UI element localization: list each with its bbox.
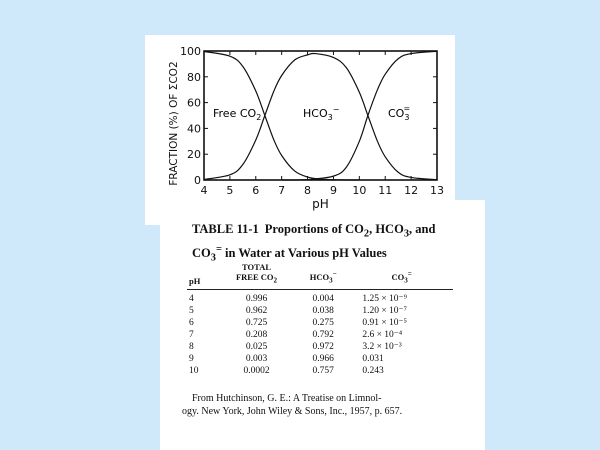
cell-co3: 2.6 × 10⁻⁴ xyxy=(362,329,403,340)
proportions-table xyxy=(187,262,453,377)
header-ph: pH xyxy=(187,262,217,289)
cell-hco3: 0.757 xyxy=(312,365,334,376)
table-row xyxy=(187,289,453,305)
x-tick-label: 12 xyxy=(404,184,419,197)
x-axis-label: pH xyxy=(312,197,329,211)
y-tick-label: 20 xyxy=(187,148,201,162)
cell-hco3: 0.792 xyxy=(312,329,334,340)
cell-ph: 4 xyxy=(189,293,194,304)
cell-ph: 9 xyxy=(189,353,194,364)
cell-co3: 0.243 xyxy=(362,365,384,376)
cell-hco3: 0.275 xyxy=(312,317,334,328)
cell-hco3: 0.038 xyxy=(312,305,334,316)
y-tick-label: 100 xyxy=(180,45,201,58)
cell-ph: 8 xyxy=(189,341,194,352)
cell-hco3: 0.004 xyxy=(312,293,334,304)
table-row xyxy=(187,341,453,353)
x-tick-label: 9 xyxy=(329,184,337,197)
citation xyxy=(182,392,477,418)
table-row xyxy=(187,353,453,365)
header-total-free-co2: TOTAL FREE $CO_2$ xyxy=(217,262,296,289)
cell-free-co2: 0.962 xyxy=(245,305,268,316)
cell-hco3: 0.972 xyxy=(312,341,334,352)
y-tick-label: 40 xyxy=(187,122,201,136)
label-co3: $CO_3=$ xyxy=(388,104,411,122)
x-tick-label: 5 xyxy=(226,184,234,197)
y-tick-label: 60 xyxy=(187,96,201,110)
x-tick-label: 11 xyxy=(378,184,393,197)
table-row xyxy=(187,317,453,329)
x-tick-label: 8 xyxy=(304,184,312,197)
cell-free-co2: 0.003 xyxy=(245,353,268,364)
table-row xyxy=(187,365,453,377)
cell-co3: 0.031 xyxy=(362,353,384,364)
cell-free-co2: 0.025 xyxy=(245,341,268,352)
table-header-row xyxy=(187,262,453,289)
table-row xyxy=(187,305,453,317)
table-title: TABLE 11-1 Proportions of $CO_2$, $HCO_3$, and $CO_3^=$ in Water at Various pH Values xyxy=(192,222,436,264)
y-tick-label: 0 xyxy=(194,174,201,187)
x-tick-label: 13 xyxy=(430,184,444,197)
x-tick-label: 10 xyxy=(352,184,367,197)
y-axis-label: FRACTION (%) OF ΣCO2 xyxy=(168,61,180,186)
cell-free-co2: 0.996 xyxy=(245,293,268,304)
cell-ph: 7 xyxy=(189,329,194,340)
cell-free-co2: 0.208 xyxy=(245,329,268,340)
x-tick-label: 6 xyxy=(252,184,260,197)
citation-line-2: ogy. New York, John Wiley & Sons, Inc., 1957, p. 657. xyxy=(182,406,403,417)
cell-ph: 6 xyxy=(189,317,194,328)
label-hco3: $HCO_3^-$ xyxy=(303,105,340,122)
cell-co3: 1.25 × 10⁻⁹ xyxy=(362,293,407,304)
cell-ph: 5 xyxy=(189,305,194,316)
header-hco3: $HCO_3^-$ xyxy=(296,262,350,289)
cell-ph: 10 xyxy=(189,365,199,376)
cell-co3: 1.20 × 10⁻⁷ xyxy=(362,305,407,316)
table-row xyxy=(187,329,453,341)
cell-co3: 0.91 × 10⁻⁵ xyxy=(362,317,407,328)
cell-co3: 3.2 × 10⁻³ xyxy=(362,341,402,352)
cell-free-co2: 0.0002 xyxy=(243,365,270,376)
cell-hco3: 0.966 xyxy=(312,353,334,364)
y-tick-label: 80 xyxy=(187,70,201,84)
label-free-co2: Free $CO_2$ xyxy=(213,107,262,122)
table-number: TABLE 11-1 xyxy=(192,222,259,236)
x-tick-label: 7 xyxy=(278,184,286,197)
x-tick-label: 4 xyxy=(200,184,208,197)
header-co3: $CO_3^=$ xyxy=(350,262,453,289)
citation-line-1: From Hutchinson, G. E.: A Treatise on Limnol- xyxy=(192,393,382,404)
cell-free-co2: 0.725 xyxy=(245,317,268,328)
